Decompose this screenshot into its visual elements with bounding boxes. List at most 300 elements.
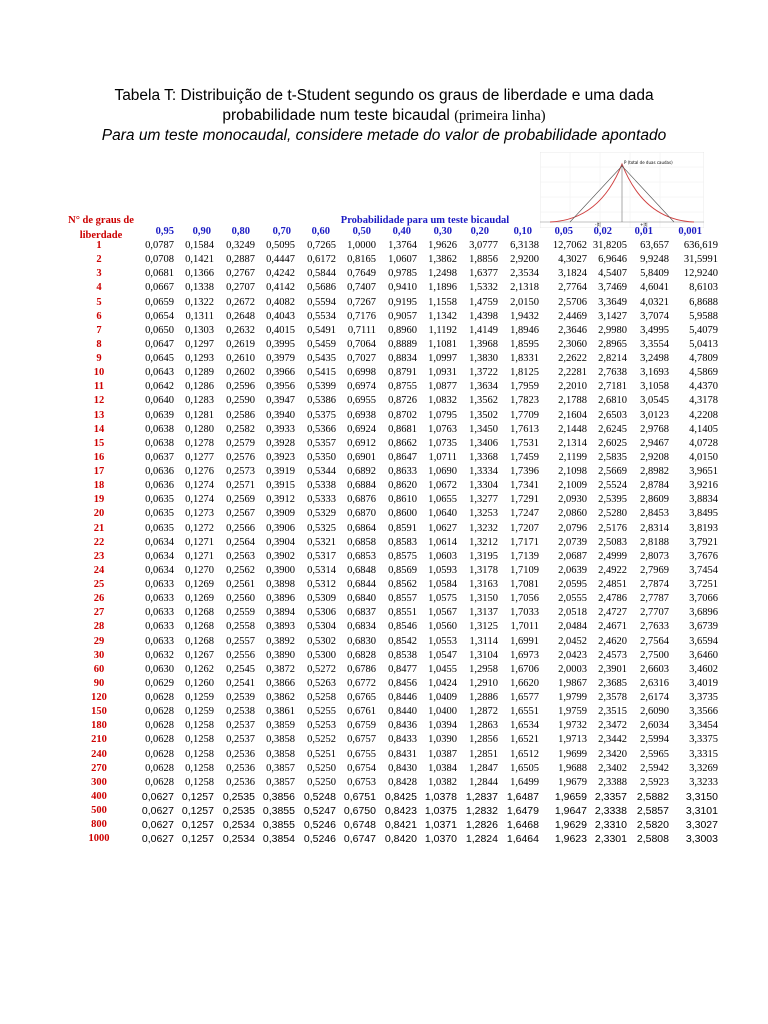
value-cell: 0,5686 — [307, 282, 336, 294]
value-cell: 0,8726 — [388, 395, 417, 407]
value-cell: 2,8188 — [640, 536, 669, 548]
value-cell: 0,6765 — [347, 692, 376, 704]
value-cell: 2,5524 — [598, 480, 627, 492]
value-cell: 0,8620 — [388, 480, 417, 492]
value-cell: 0,8477 — [388, 663, 417, 675]
value-cell: 1,6991 — [510, 635, 539, 647]
table-row — [60, 762, 718, 776]
table-row — [60, 790, 718, 804]
value-cell: 0,6974 — [347, 381, 376, 393]
value-cell: 0,3906 — [266, 522, 295, 534]
value-cell: 1,2851 — [469, 748, 498, 760]
value-cell: 1,0400 — [428, 706, 457, 718]
value-cell: 0,6884 — [347, 480, 376, 492]
value-cell: 0,2563 — [226, 550, 255, 562]
value-cell: 3,1824 — [558, 268, 587, 280]
value-cell: 0,1283 — [185, 395, 214, 407]
value-cell: 1,6551 — [510, 706, 539, 718]
value-cell: 2,3442 — [598, 734, 627, 746]
value-cell: 1,2856 — [469, 734, 498, 746]
value-cell: 0,3966 — [266, 367, 295, 379]
value-cell: 0,6828 — [347, 649, 376, 661]
value-cell: 0,5594 — [307, 296, 336, 308]
value-cell: 0,5272 — [307, 663, 336, 675]
table-row — [60, 536, 718, 550]
value-cell: 0,8960 — [388, 324, 417, 336]
df-cell: 500 — [91, 805, 107, 817]
value-cell: 0,4242 — [266, 268, 295, 280]
value-cell: 0,6955 — [347, 395, 376, 407]
value-cell: 3,7676 — [689, 550, 718, 562]
value-cell: 4,0321 — [640, 296, 669, 308]
table-row — [60, 620, 718, 634]
value-cell: 0,8583 — [388, 536, 417, 548]
value-cell: 0,5399 — [307, 381, 336, 393]
value-cell: 1,3634 — [469, 381, 498, 393]
value-cell: 0,2887 — [226, 254, 255, 266]
value-cell: 1,9732 — [558, 720, 587, 732]
value-cell: 0,6772 — [347, 677, 376, 689]
table-subtitle: Para um teste monocaudal, considere metade do valor de probabilidade apontado — [101, 127, 667, 144]
value-cell: 0,5325 — [307, 522, 336, 534]
value-cell: 3,7921 — [689, 536, 718, 548]
value-cell: 2,6245 — [598, 423, 627, 435]
value-cell: 2,6025 — [598, 437, 627, 449]
value-cell: 2,1199 — [558, 451, 587, 463]
value-cell: 2,3357 — [594, 790, 627, 803]
value-cell: 0,8436 — [388, 720, 417, 732]
value-cell: 1,0763 — [428, 423, 457, 435]
value-cell: 2,1009 — [558, 480, 587, 492]
value-cell: 1,6499 — [510, 776, 539, 788]
value-cell: 1,7341 — [510, 480, 539, 492]
value-cell: 2,3338 — [594, 805, 627, 818]
value-cell: 0,5251 — [307, 748, 336, 760]
value-cell: 3,0545 — [640, 395, 669, 407]
value-cell: 2,5176 — [598, 522, 627, 534]
value-cell: 0,9785 — [388, 268, 417, 280]
value-cell: 0,3890 — [266, 649, 295, 661]
value-cell: 4,7809 — [689, 353, 718, 365]
value-cell: 0,0633 — [145, 635, 174, 647]
value-cell: 0,8702 — [388, 409, 417, 421]
value-cell: 1,3830 — [469, 353, 498, 365]
value-cell: 0,6750 — [343, 805, 376, 818]
value-cell: 0,0636 — [145, 466, 174, 478]
value-cell: 2,0452 — [558, 635, 587, 647]
prob-3: 0,70 — [272, 226, 291, 237]
df-cell: 23 — [93, 550, 105, 562]
value-cell: 1,0711 — [428, 451, 457, 463]
value-cell: 0,5435 — [307, 353, 336, 365]
value-cell: 0,8433 — [388, 734, 417, 746]
value-cell: 5,9588 — [689, 310, 718, 322]
value-cell: 1,1192 — [428, 324, 457, 336]
value-cell: 0,2558 — [226, 621, 255, 633]
table-row — [60, 776, 718, 790]
table-row — [60, 719, 718, 733]
value-cell: 0,2569 — [226, 494, 255, 506]
value-cell: 0,3979 — [266, 353, 295, 365]
value-cell: 2,4620 — [598, 635, 627, 647]
value-cell: 0,5306 — [307, 607, 336, 619]
chart-right-label: +|t| — [640, 222, 648, 227]
value-cell: 1,6468 — [506, 819, 539, 832]
df-cell: 8 — [96, 338, 102, 350]
value-cell: 0,8551 — [388, 607, 417, 619]
value-cell: 2,5923 — [640, 776, 669, 788]
value-cell: 0,5246 — [303, 833, 336, 846]
value-cell: 0,5333 — [307, 494, 336, 506]
value-cell: 1,3277 — [469, 494, 498, 506]
value-cell: 0,7267 — [347, 296, 376, 308]
value-cell: 1,1081 — [428, 338, 457, 350]
value-cell: 0,3866 — [266, 677, 295, 689]
value-cell: 1,9713 — [558, 734, 587, 746]
value-cell: 4,0150 — [689, 451, 718, 463]
value-cell: 2,1318 — [510, 282, 539, 294]
value-cell: 0,8165 — [347, 254, 376, 266]
value-cell: 0,5344 — [307, 466, 336, 478]
value-cell: 0,5329 — [307, 508, 336, 520]
value-cell: 2,3402 — [598, 762, 627, 774]
value-cell: 1,0627 — [428, 522, 457, 534]
table-row — [60, 606, 718, 620]
value-cell: 0,5095 — [266, 240, 295, 252]
value-cell: 2,3901 — [598, 663, 627, 675]
table-row — [60, 324, 718, 338]
value-cell: 0,2566 — [226, 522, 255, 534]
table-row — [60, 677, 718, 691]
value-cell: 3,3233 — [689, 776, 718, 788]
value-cell: 0,0628 — [145, 776, 174, 788]
value-cell: 2,7633 — [640, 621, 669, 633]
value-cell: 1,3125 — [469, 621, 498, 633]
value-cell: 3,3150 — [685, 790, 718, 803]
value-cell: 0,1257 — [181, 805, 214, 818]
value-cell: 3,4019 — [689, 677, 718, 689]
value-cell: 2,6174 — [640, 692, 669, 704]
value-cell: 0,2537 — [226, 734, 255, 746]
prob-7: 0,30 — [433, 226, 452, 237]
value-cell: 2,9768 — [640, 423, 669, 435]
value-cell: 0,0627 — [141, 790, 174, 803]
value-cell: 0,7111 — [347, 324, 376, 336]
value-cell: 2,8982 — [640, 466, 669, 478]
df-cell: 60 — [93, 663, 105, 675]
value-cell: 1,0567 — [428, 607, 457, 619]
value-cell: 3,6739 — [689, 621, 718, 633]
value-cell: 0,0633 — [145, 579, 174, 591]
value-cell: 0,6834 — [347, 621, 376, 633]
df-cell: 210 — [91, 734, 107, 746]
df-cell: 28 — [93, 621, 105, 633]
value-cell: 1,6487 — [506, 790, 539, 803]
value-cell: 2,8214 — [598, 353, 627, 365]
value-cell: 2,0595 — [558, 579, 587, 591]
value-cell: 3,7066 — [689, 593, 718, 605]
value-cell: 1,3178 — [469, 564, 498, 576]
value-cell: 1,0877 — [428, 381, 457, 393]
value-cell: 0,2534 — [222, 833, 255, 846]
value-cell: 0,4015 — [266, 324, 295, 336]
table-row — [60, 253, 718, 267]
value-cell: 5,4079 — [689, 324, 718, 336]
value-cell: 0,3859 — [266, 720, 295, 732]
value-cell: 0,1268 — [185, 621, 214, 633]
value-cell: 0,1280 — [185, 423, 214, 435]
value-cell: 0,2576 — [226, 451, 255, 463]
value-cell: 1,3764 — [388, 240, 417, 252]
value-cell: 1,9623 — [554, 833, 587, 846]
value-cell: 2,3515 — [598, 706, 627, 718]
value-cell: 0,3940 — [266, 409, 295, 421]
value-cell: 0,8575 — [388, 550, 417, 562]
value-cell: 0,0639 — [145, 409, 174, 421]
df-cell: 25 — [93, 579, 105, 591]
table-row — [60, 465, 718, 479]
value-cell: 0,3912 — [266, 494, 295, 506]
value-cell: 0,8755 — [388, 381, 417, 393]
value-cell: 1,6464 — [506, 833, 539, 846]
value-cell: 0,0630 — [145, 663, 174, 675]
prob-4: 0,60 — [311, 226, 330, 237]
value-cell: 2,9208 — [640, 451, 669, 463]
value-cell: 0,5366 — [307, 423, 336, 435]
value-cell: 3,0777 — [469, 240, 498, 252]
value-cell: 3,3649 — [598, 296, 627, 308]
value-cell: 3,1693 — [640, 367, 669, 379]
value-cell: 0,8440 — [388, 706, 417, 718]
value-cell: 1,0394 — [428, 720, 457, 732]
value-cell: 0,0637 — [145, 451, 174, 463]
value-cell: 0,6786 — [347, 663, 376, 675]
value-cell: 2,5882 — [636, 790, 669, 803]
value-cell: 0,3854 — [262, 833, 295, 846]
value-cell: 0,5309 — [307, 593, 336, 605]
table-row — [60, 380, 718, 394]
df-cell: 14 — [93, 423, 105, 435]
value-cell: 2,0930 — [558, 494, 587, 506]
df-cell: 27 — [93, 607, 105, 619]
value-cell: 1,6973 — [510, 649, 539, 661]
value-cell: 0,0647 — [145, 338, 174, 350]
value-cell: 9,9248 — [640, 254, 669, 266]
value-cell: 1,3114 — [469, 635, 498, 647]
value-cell: 0,3855 — [262, 819, 295, 832]
value-cell: 0,2562 — [226, 564, 255, 576]
value-cell: 0,2535 — [222, 790, 255, 803]
value-cell: 0,8425 — [384, 790, 417, 803]
value-cell: 0,0708 — [145, 254, 174, 266]
value-cell: 0,2545 — [226, 663, 255, 675]
value-cell: 0,5534 — [307, 310, 336, 322]
value-cell: 0,2539 — [226, 692, 255, 704]
value-cell: 0,2648 — [226, 310, 255, 322]
value-cell: 0,8542 — [388, 635, 417, 647]
df-cell: 16 — [93, 451, 105, 463]
value-cell: 1,3862 — [428, 254, 457, 266]
value-cell: 3,1427 — [598, 310, 627, 322]
value-cell: 1,2844 — [469, 776, 498, 788]
value-cell: 0,1258 — [185, 762, 214, 774]
value-cell: 0,1286 — [185, 381, 214, 393]
value-cell: 0,3249 — [226, 240, 255, 252]
table-row — [60, 451, 718, 465]
value-cell: 1,0560 — [428, 621, 457, 633]
value-cell: 0,0635 — [145, 508, 174, 520]
value-cell: 1,3232 — [469, 522, 498, 534]
table-row — [60, 296, 718, 310]
table-row — [60, 493, 718, 507]
value-cell: 0,0633 — [145, 593, 174, 605]
value-cell: 3,8193 — [689, 522, 718, 534]
df-cell: 1 — [96, 240, 102, 252]
value-cell: 1,2958 — [469, 663, 498, 675]
value-cell: 1,7709 — [510, 409, 539, 421]
value-cell: 0,2610 — [226, 353, 255, 365]
value-cell: 0,8647 — [388, 451, 417, 463]
value-cell: 3,3566 — [689, 706, 718, 718]
value-cell: 0,4142 — [266, 282, 295, 294]
value-cell: 2,8609 — [640, 494, 669, 506]
value-cell: 2,0518 — [558, 607, 587, 619]
value-cell: 2,7874 — [640, 579, 669, 591]
value-cell: 0,0628 — [145, 762, 174, 774]
value-cell: 0,8662 — [388, 437, 417, 449]
value-cell: 1,3195 — [469, 550, 498, 562]
value-cell: 0,0634 — [145, 550, 174, 562]
value-cell: 3,7469 — [598, 282, 627, 294]
value-cell: 0,6864 — [347, 522, 376, 534]
value-cell: 1,3150 — [469, 593, 498, 605]
value-cell: 2,0796 — [558, 522, 587, 534]
value-cell: 2,6810 — [598, 395, 627, 407]
value-cell: 0,3861 — [266, 706, 295, 718]
value-cell: 0,5250 — [307, 762, 336, 774]
value-cell: 1,7171 — [510, 536, 539, 548]
value-cell: 1,6577 — [510, 692, 539, 704]
value-cell: 0,6870 — [347, 508, 376, 520]
value-cell: 0,4447 — [266, 254, 295, 266]
value-cell: 2,8073 — [640, 550, 669, 562]
value-cell: 0,2541 — [226, 677, 255, 689]
value-cell: 2,6090 — [640, 706, 669, 718]
value-cell: 0,8610 — [388, 494, 417, 506]
df-cell: 26 — [93, 593, 105, 605]
df-cell: 1000 — [88, 833, 110, 845]
value-cell: 1,0387 — [428, 748, 457, 760]
value-cell: 0,1257 — [181, 833, 214, 846]
value-cell: 2,7638 — [598, 367, 627, 379]
value-cell: 0,5248 — [303, 790, 336, 803]
value-cell: 2,2622 — [558, 353, 587, 365]
value-cell: 0,8431 — [388, 748, 417, 760]
df-cell: 19 — [93, 494, 105, 506]
value-cell: 0,5252 — [307, 734, 336, 746]
value-cell: 0,0628 — [145, 692, 174, 704]
value-cell: 0,2534 — [222, 819, 255, 832]
prob-13: 0,001 — [678, 226, 702, 237]
value-cell: 0,1289 — [185, 367, 214, 379]
value-cell: 1,8331 — [510, 353, 539, 365]
value-cell: 0,0627 — [141, 833, 174, 846]
value-cell: 0,8633 — [388, 466, 417, 478]
value-cell: 2,0150 — [510, 296, 539, 308]
value-cell: 1,2863 — [469, 720, 498, 732]
value-cell: 0,6761 — [347, 706, 376, 718]
value-cell: 2,1098 — [558, 466, 587, 478]
value-cell: 0,0636 — [145, 480, 174, 492]
value-cell: 1,3212 — [469, 536, 498, 548]
value-cell: 2,4573 — [598, 649, 627, 661]
value-cell: 0,0645 — [145, 353, 174, 365]
df-cell: 300 — [91, 776, 107, 788]
value-cell: 0,2536 — [226, 762, 255, 774]
value-cell: 2,4851 — [598, 579, 627, 591]
value-cell: 1,4759 — [469, 296, 498, 308]
table-row — [60, 592, 718, 606]
value-cell: 1,2826 — [465, 819, 498, 832]
value-cell: 1,2824 — [465, 833, 498, 846]
value-cell: 2,5820 — [636, 819, 669, 832]
value-cell: 1,2847 — [469, 762, 498, 774]
value-cell: 0,3894 — [266, 607, 295, 619]
value-cell: 12,9240 — [683, 268, 718, 280]
value-cell: 0,7407 — [347, 282, 376, 294]
value-cell: 0,8538 — [388, 649, 417, 661]
value-cell: 0,0650 — [145, 324, 174, 336]
value-cell: 2,5395 — [598, 494, 627, 506]
value-cell: 0,5246 — [303, 819, 336, 832]
value-cell: 0,2556 — [226, 649, 255, 661]
value-cell: 1,7247 — [510, 508, 539, 520]
value-cell: 1,0735 — [428, 437, 457, 449]
value-cell: 0,1269 — [185, 593, 214, 605]
value-cell: 2,6316 — [640, 677, 669, 689]
value-cell: 2,9467 — [640, 437, 669, 449]
value-cell: 0,1278 — [185, 437, 214, 449]
value-cell: 0,5312 — [307, 579, 336, 591]
prob-6: 0,40 — [392, 226, 411, 237]
value-cell: 0,2561 — [226, 579, 255, 591]
value-cell: 2,4999 — [598, 550, 627, 562]
value-cell: 0,0640 — [145, 395, 174, 407]
value-cell: 0,8423 — [384, 805, 417, 818]
value-cell: 0,5350 — [307, 451, 336, 463]
value-cell: 2,7787 — [640, 593, 669, 605]
df-cell: 17 — [93, 466, 105, 478]
value-cell: 0,5253 — [307, 720, 336, 732]
value-cell: 0,2590 — [226, 395, 255, 407]
value-cell: 2,3420 — [598, 748, 627, 760]
value-cell: 2,8453 — [640, 508, 669, 520]
value-cell: 1,7011 — [510, 621, 539, 633]
value-cell: 0,1303 — [185, 324, 214, 336]
value-cell: 1,0690 — [428, 466, 457, 478]
value-cell: 2,5942 — [640, 762, 669, 774]
value-cell: 2,8965 — [598, 338, 627, 350]
value-cell: 1,3368 — [469, 451, 498, 463]
value-cell: 0,1257 — [181, 819, 214, 832]
value-cell: 2,4786 — [598, 593, 627, 605]
value-cell: 31,8205 — [592, 240, 627, 252]
value-cell: 0,2535 — [222, 805, 255, 818]
value-cell: 0,0638 — [145, 437, 174, 449]
value-cell: 0,5302 — [307, 635, 336, 647]
value-cell: 0,2536 — [226, 748, 255, 760]
value-cell: 0,5491 — [307, 324, 336, 336]
